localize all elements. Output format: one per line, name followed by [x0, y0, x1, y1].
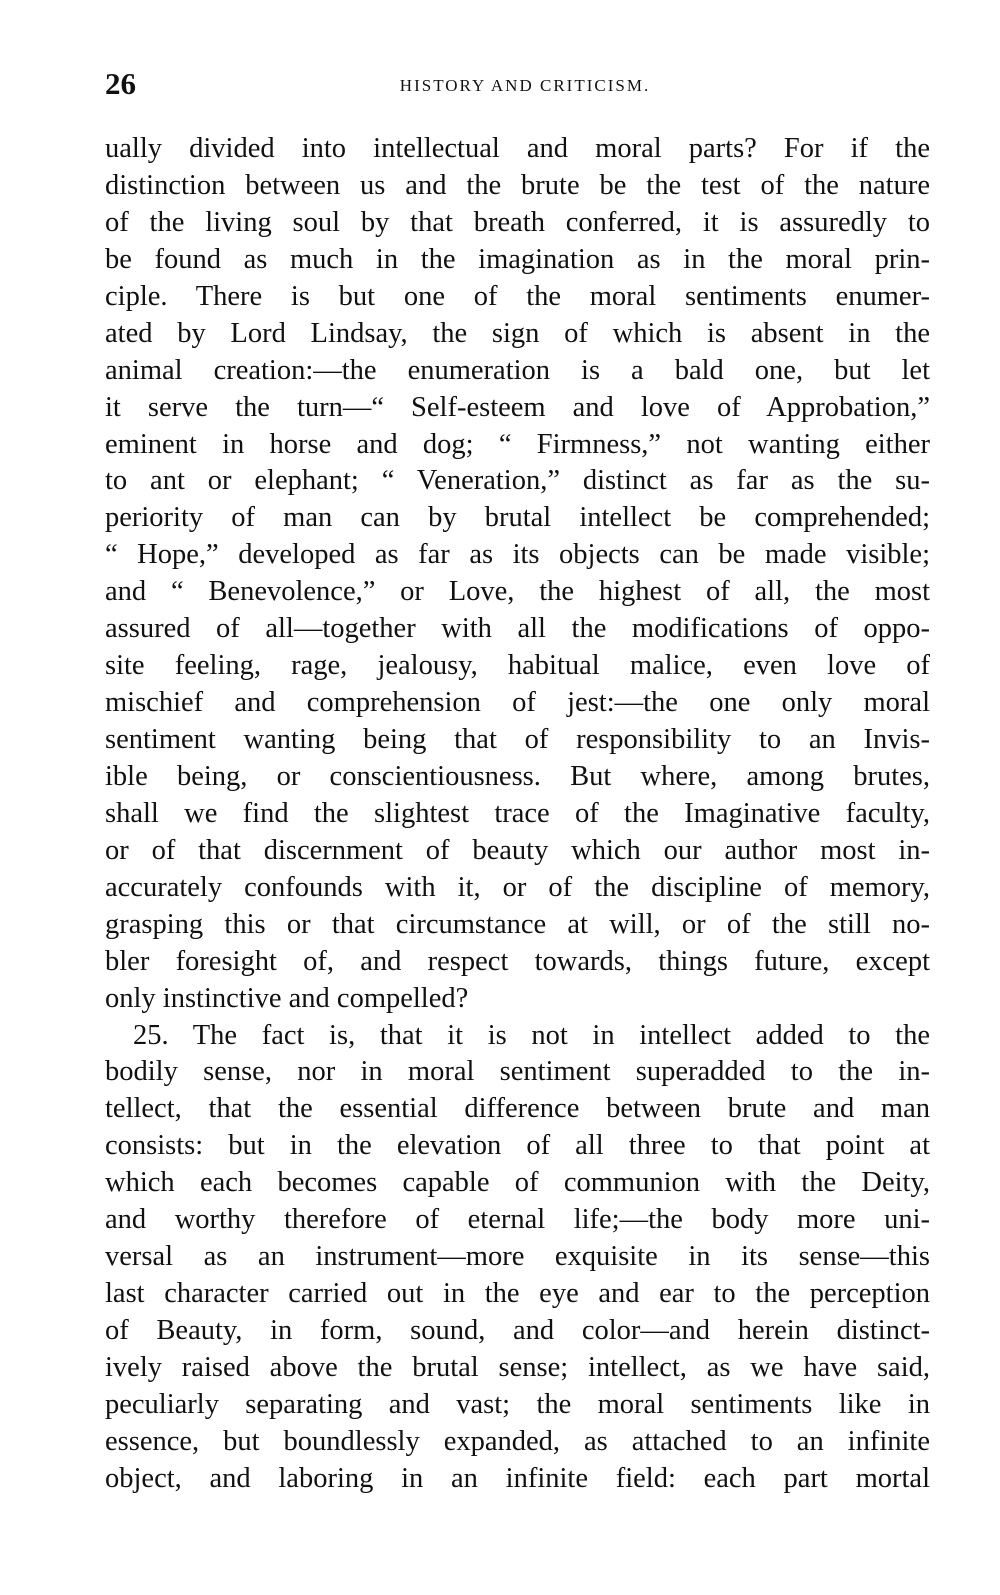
text-line: bler foresight of, and respect towards, things future, except: [105, 945, 930, 977]
text-line: bodily sense, nor in moral sentiment superadded to the in-: [105, 1056, 930, 1088]
text-line: “ Hope,” developed as far as its objects can be made visible;: [105, 539, 930, 571]
text-line: 25. The fact is, that it is not in intellect added to the: [133, 1019, 930, 1051]
text-line: of Beauty, in form, sound, and color—and herein distinct-: [105, 1315, 930, 1346]
text-line: be found as much in the imagination as in the moral prin-: [105, 243, 930, 275]
text-line: and “ Benevolence,” or Love, the highest of all, the most: [105, 576, 930, 608]
text-line: animal creation:—the enumeration is a bald one, but let: [105, 354, 930, 386]
text-line: object, and laboring in an infinite field: each part mortal: [105, 1462, 930, 1494]
text-line: shall we find the slightest trace of the Imaginative faculty,: [105, 797, 930, 829]
text-line: consists: but in the elevation of all three to that point at: [105, 1130, 930, 1162]
text-line: distinction between us and the brute be the test of the nature: [105, 169, 930, 201]
text-line: essence, but boundlessly expanded, as attached to an infinite: [105, 1425, 930, 1457]
text-line: it serve the turn—“ Self-esteem and love of Approbation,”: [105, 391, 930, 423]
text-line: assured of all—together with all the modifications of oppo-: [105, 613, 930, 645]
page-header: [105, 66, 930, 106]
text-line: sentiment wanting being that of responsibility to an Invis-: [105, 724, 930, 755]
text-line: ciple. There is but one of the moral sentiments enumer-: [105, 280, 930, 312]
running-head: HISTORY AND CRITICISM.: [399, 76, 651, 95]
text-line: and worthy therefore of eternal life;—the body more uni-: [105, 1204, 930, 1236]
body-text: [105, 131, 930, 1498]
text-line: tellect, that the essential difference between brute and man: [105, 1093, 930, 1125]
text-line: periority of man can by brutal intellect be comprehended;: [105, 502, 930, 534]
text-line: ible being, or conscientiousness. But where, among brutes,: [105, 760, 930, 792]
text-line: accurately confounds with it, or of the discipline of memory,: [105, 871, 930, 903]
text-line: ively raised above the brutal sense; intellect, as we have said,: [105, 1351, 930, 1383]
text-line: eminent in horse and dog; “ Firmness,” not wanting either: [105, 428, 930, 460]
text-line: grasping this or that circumstance at will, or of the still no-: [105, 908, 930, 940]
text-line: to ant or elephant; “ Veneration,” distinct as far as the su-: [105, 465, 930, 497]
text-line: peculiarly separating and vast; the moral sentiments like in: [105, 1388, 930, 1420]
page-number: 26: [105, 66, 136, 101]
text-line: mischief and comprehension of jest:—the one only moral: [105, 687, 930, 719]
text-line: of the living soul by that breath conferred, it is assuredly to: [105, 206, 930, 238]
text-line: versal as an instrument—more exquisite in its sense—this: [105, 1241, 930, 1273]
text-line: site feeling, rage, jealousy, habitual malice, even love of: [105, 650, 930, 682]
text-line: last character carried out in the eye and ear to the perception: [105, 1278, 930, 1310]
text-line: or of that discernment of beauty which our author most in-: [105, 834, 930, 866]
text-line: ually divided into intellectual and moral parts? For if the: [105, 133, 930, 164]
text-line: which each becomes capable of communion with the Deity,: [105, 1167, 930, 1199]
text-line: only instinctive and compelled?: [105, 982, 469, 1014]
text-line: ated by Lord Lindsay, the sign of which is absent in the: [105, 317, 930, 349]
